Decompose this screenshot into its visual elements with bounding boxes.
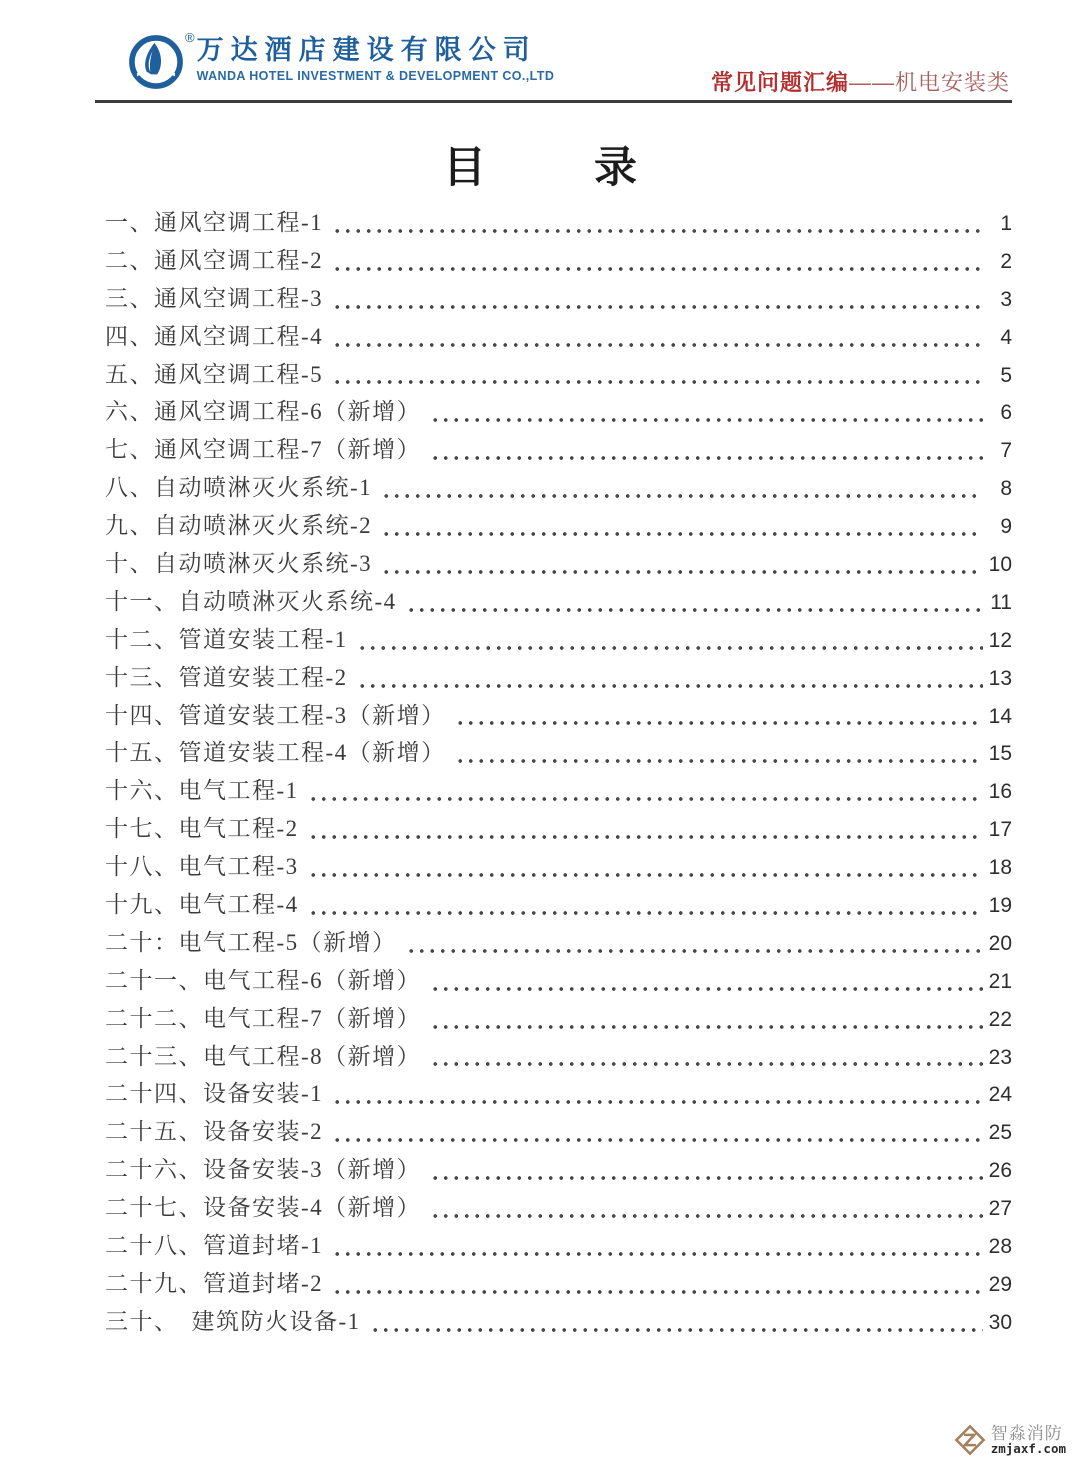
toc-entry-page-number: 28 <box>988 1235 1012 1259</box>
toc-entry-label: 十八、电气工程-3 <box>105 854 299 880</box>
toc-entry-label: 十九、电气工程-4 <box>105 892 299 918</box>
toc-entry-page-number: 7 <box>1000 439 1012 463</box>
zhimiao-diamond-logo-icon <box>953 1423 987 1457</box>
dot-leader <box>381 469 983 507</box>
toc-entry-label: 二十一、电气工程-6（新增） <box>105 967 422 993</box>
dot-leader <box>357 659 983 697</box>
watermark <box>953 1423 1066 1457</box>
dot-leader <box>308 848 983 886</box>
toc-entry-row <box>105 393 1012 431</box>
toc-entry-label: 二十七、设备安装-4（新增） <box>105 1195 422 1221</box>
toc-entry-row <box>105 507 1012 545</box>
dot-leader <box>357 621 983 659</box>
dot-leader <box>406 583 983 621</box>
toc-entry-row <box>105 1075 1012 1113</box>
dot-leader <box>332 356 983 394</box>
toc-entry-page-number: 23 <box>988 1045 1012 1069</box>
toc-entry-page-number: 21 <box>988 969 1012 993</box>
dot-leader <box>332 1075 983 1113</box>
dot-leader <box>332 242 983 280</box>
toc-entry-page-number: 18 <box>988 856 1012 880</box>
toc-entry-label: 二十三、电气工程-8（新增） <box>105 1043 422 1069</box>
toc-entry-page-number: 10 <box>988 553 1012 577</box>
toc-entry-label: 六、通风空调工程-6（新增） <box>105 399 422 425</box>
toc-entry-label: 五、通风空调工程-5 <box>105 361 324 387</box>
toc-entry-row <box>105 1189 1012 1227</box>
title-char-first: 目 <box>443 145 486 192</box>
dot-leader <box>381 507 983 545</box>
company-name-block <box>197 36 555 83</box>
toc-entry-page-number: 19 <box>988 894 1012 918</box>
dot-leader <box>430 1000 983 1038</box>
toc-entry-label: 十三、管道安装工程-2 <box>105 664 348 690</box>
toc-entry-label: 八、自动喷淋灭火系统-1 <box>105 475 373 501</box>
toc-entry-row <box>105 356 1012 394</box>
toc-entry-label: 二、通风空调工程-2 <box>105 247 324 273</box>
toc-entry-label: 十七、电气工程-2 <box>105 816 299 842</box>
toc-entry-row <box>105 848 1012 886</box>
dot-leader <box>455 697 983 735</box>
toc-entry-label: 三十、 建筑防火设备-1 <box>105 1308 361 1334</box>
toc-entry-label: 二十五、设备安装-2 <box>105 1119 324 1145</box>
company-name-chinese: 万达酒店建设有限公司 <box>196 35 537 65</box>
dot-leader <box>308 886 983 924</box>
toc-entry-row <box>105 1151 1012 1189</box>
toc-entry-page-number: 3 <box>1000 287 1012 311</box>
doc-category-primary: 常见问题汇编 <box>710 70 849 95</box>
table-of-contents <box>105 204 1012 1341</box>
toc-entry-label: 二十八、管道封堵-1 <box>105 1233 324 1259</box>
toc-entry-page-number: 22 <box>988 1007 1012 1031</box>
toc-entry-row <box>105 772 1012 810</box>
toc-entry-label: 十四、管道安装工程-3（新增） <box>105 702 446 728</box>
toc-entry-label: 十六、电气工程-1 <box>105 778 299 804</box>
toc-entry-page-number: 8 <box>1000 477 1012 501</box>
toc-entry-row <box>105 280 1012 318</box>
toc-entry-row <box>105 1227 1012 1265</box>
dot-leader <box>332 1227 983 1265</box>
toc-entry-page-number: 16 <box>988 780 1012 804</box>
page-title <box>0 147 1080 190</box>
toc-entry-page-number: 30 <box>988 1310 1012 1334</box>
toc-entry-page-number: 24 <box>988 1083 1012 1107</box>
toc-entry-page-number: 14 <box>988 704 1012 728</box>
registered-trademark-symbol: ® <box>185 30 195 45</box>
toc-entry-row <box>105 924 1012 962</box>
toc-entry-row <box>105 469 1012 507</box>
toc-entry-page-number: 9 <box>1000 515 1012 539</box>
toc-entry-row <box>105 697 1012 735</box>
dot-leader <box>332 318 983 356</box>
title-char-second: 录 <box>594 145 637 192</box>
toc-entry-page-number: 13 <box>988 666 1012 690</box>
toc-entry-page-number: 15 <box>988 742 1012 766</box>
dot-leader <box>430 393 983 431</box>
toc-entry-label: 四、通风空调工程-4 <box>105 323 324 349</box>
toc-entry-page-number: 2 <box>1000 249 1012 273</box>
toc-entry-row <box>105 204 1012 242</box>
dot-leader <box>308 772 983 810</box>
dot-leader <box>332 1113 983 1151</box>
toc-entry-page-number: 26 <box>988 1159 1012 1183</box>
toc-entry-page-number: 11 <box>990 590 1012 614</box>
toc-entry-label: 十、自动喷淋灭火系统-3 <box>105 551 373 577</box>
toc-entry-row <box>105 1038 1012 1076</box>
watermark-website: zmjaxf.com <box>990 1441 1066 1457</box>
toc-entry-label: 二十：电气工程-5（新增） <box>105 929 397 955</box>
toc-entry-row <box>105 886 1012 924</box>
toc-entry-page-number: 20 <box>988 931 1012 955</box>
toc-entry-row <box>105 1113 1012 1151</box>
dot-leader <box>406 924 983 962</box>
toc-entry-row <box>105 1303 1012 1341</box>
toc-entry-label: 二十二、电气工程-7（新增） <box>105 1005 422 1031</box>
toc-entry-label: 三、通风空调工程-3 <box>105 285 324 311</box>
toc-entry-page-number: 17 <box>988 818 1012 842</box>
dot-leader <box>370 1303 983 1341</box>
toc-entry-row <box>105 242 1012 280</box>
toc-entry-page-number: 27 <box>988 1197 1012 1221</box>
wanda-sail-logo-icon <box>128 34 184 90</box>
toc-entry-page-number: 5 <box>1000 363 1012 387</box>
dot-leader <box>430 962 983 1000</box>
toc-entry-page-number: 29 <box>988 1272 1012 1296</box>
toc-entry-label: 二十九、管道封堵-2 <box>105 1270 324 1296</box>
toc-entry-label: 七、通风空调工程-7（新增） <box>105 437 422 463</box>
watermark-text-block <box>991 1425 1066 1456</box>
dot-leader <box>332 280 983 318</box>
dot-leader <box>430 1189 983 1227</box>
document-category-label <box>711 66 1010 97</box>
watermark-brand-name: 智淼消防 <box>990 1423 1063 1443</box>
toc-entry-label: 十二、管道安装工程-1 <box>105 626 348 652</box>
toc-entry-page-number: 4 <box>1000 325 1012 349</box>
dot-leader <box>430 1151 983 1189</box>
toc-entry-page-number: 25 <box>988 1121 1012 1145</box>
company-logo-area <box>128 30 555 90</box>
toc-entry-label: 十一、自动喷淋灭火系统-4 <box>105 588 397 614</box>
doc-category-secondary: 机电安装类 <box>894 70 1010 95</box>
toc-entry-page-number: 1 <box>1000 212 1012 235</box>
toc-entry-label: 二十四、设备安装-1 <box>105 1081 324 1107</box>
company-name-english: WANDA HOTEL INVESTMENT & DEVELOPMENT CO.,LTD <box>196 68 555 83</box>
dot-leader <box>308 810 983 848</box>
toc-entry-row <box>105 431 1012 469</box>
toc-entry-label: 九、自动喷淋灭火系统-2 <box>105 513 373 539</box>
toc-entry-row <box>105 545 1012 583</box>
toc-entry-row <box>105 1265 1012 1303</box>
dot-leader <box>332 204 983 242</box>
doc-category-separator: —— <box>848 70 895 95</box>
toc-entry-page-number: 12 <box>988 628 1012 652</box>
dot-leader <box>332 1265 983 1303</box>
toc-entry-row <box>105 962 1012 1000</box>
toc-entry-label: 二十六、设备安装-3（新增） <box>105 1157 422 1183</box>
toc-entry-page-number: 6 <box>1000 401 1012 425</box>
toc-entry-row <box>105 621 1012 659</box>
dot-leader <box>430 431 983 469</box>
toc-entry-row <box>105 1000 1012 1038</box>
toc-entry-row <box>105 734 1012 772</box>
dot-leader <box>381 545 983 583</box>
toc-entry-row <box>105 659 1012 697</box>
toc-entry-row <box>105 318 1012 356</box>
dot-leader <box>455 734 983 772</box>
toc-entry-row <box>105 810 1012 848</box>
page-header <box>95 0 1012 103</box>
toc-entry-row <box>105 583 1012 621</box>
toc-entry-label: 十五、管道安装工程-4（新增） <box>105 740 446 766</box>
dot-leader <box>430 1038 983 1076</box>
toc-entry-label: 一、通风空调工程-1 <box>105 210 324 235</box>
